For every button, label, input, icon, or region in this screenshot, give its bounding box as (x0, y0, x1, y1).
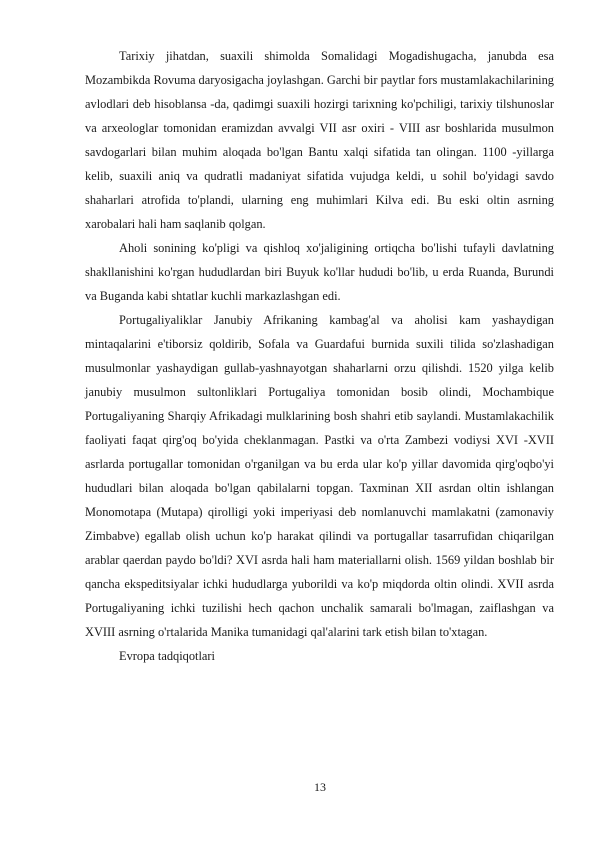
paragraph: Aholi sonining ko'pligi va qishloq xo'jaligining ortiqcha bo'lishi tufayli davlatning shakllanishini ko'rgan hududlardan biri Buyuk ko'llar hududi bo'lib, u erda Ruanda, Burundi va Buganda kabi shtatlar kuchli markazlashgan edi. (85, 241, 554, 303)
page-number: 13 (314, 780, 326, 794)
section-heading: Evropa tadqiqotlari (119, 649, 215, 663)
paragraph: Portugaliyaliklar Janubiy Afrikaning kambag'al va aholisi kam yashaydigan mintaqalarini e'tiborsiz qoldirib, Sofala va Guardafui burnida suxili tilida so'zlashadigan musulmonlar yashaydigan gullab-yashnayotgan shaharlarni orzu qilishdi. 1520 yilga kelib janubiy musulmon sultonliklari Portugaliya tomonidan bosib olindi, Mochambique Portugaliyaning Sharqiy Afrikadagi mulklarining bosh shahri etib saylandi. Mustamlakachilik faoliyati faqat qirg'oq bo'yida cheklanmagan. Pastki va o'rta Zambezi vodiysi XVI -XVII asrlarda portugallar tomonidan o'rganilgan va bu erda ular ko'p yillar davomida qirg'oqbo'yi hududlari bilan aloqada bo'lgan qabilalarni topgan. Taxminan XII asrdan oltin ishlangan Monomotapa (Mutapa) qirolligi yoki imperiyasi deb nomlanuvchi mamlakatni (zamonaviy Zimbabve) egallab olish uchun ko'p harakat qilindi va portugallar tasarrufidan chiqarilgan arablar qaerdan paydo bo'ldi? XVI asrda hali ham materiallarni olish. 1569 yildan boshlab bir qancha ekspeditsiyalar ichki hududlarga yuborildi va ko'p miqdorda oltin olindi. XVII asrda Portugaliyaning ichki tuzilishi hech qachon unchalik samarali bo'lmagan, zaiflashgan va XVIII asrning o'rtalarida Manika tumanidagi qal'alarini tark etish bilan to'xtagan. (85, 313, 554, 639)
body-text (85, 44, 554, 668)
paragraph: Tarixiy jihatdan, suaxili shimolda Somalidagi Mogadishugacha, janubda esa Mozambikda Rovuma daryosigacha joylashgan. Garchi bir paytlar fors mustamlakachilarining avlodlari deb hisoblansa -da, qadimgi suaxili hozirgi tarixning ko'pchiligi, tarixiy tilshunoslar va arxeologlar tomonidan eramizdan avvalgi VII asr oxiri - VIII asr boshlarida musulmon savdogarlari bilan muhim aloqada bo'lgan Bantu xalqi sifatida tan olingan. 1100 -yillarga kelib, suaxili aniq va qudratli madaniyat sifatida vujudga keldi, u sohil bo'yidagi savdo shaharlari atrofida to'plandi, ularning eng muhimlari Kilva edi. Bu eski oltin asrning xarobalari hali ham saqlanib qolgan. (85, 49, 554, 231)
